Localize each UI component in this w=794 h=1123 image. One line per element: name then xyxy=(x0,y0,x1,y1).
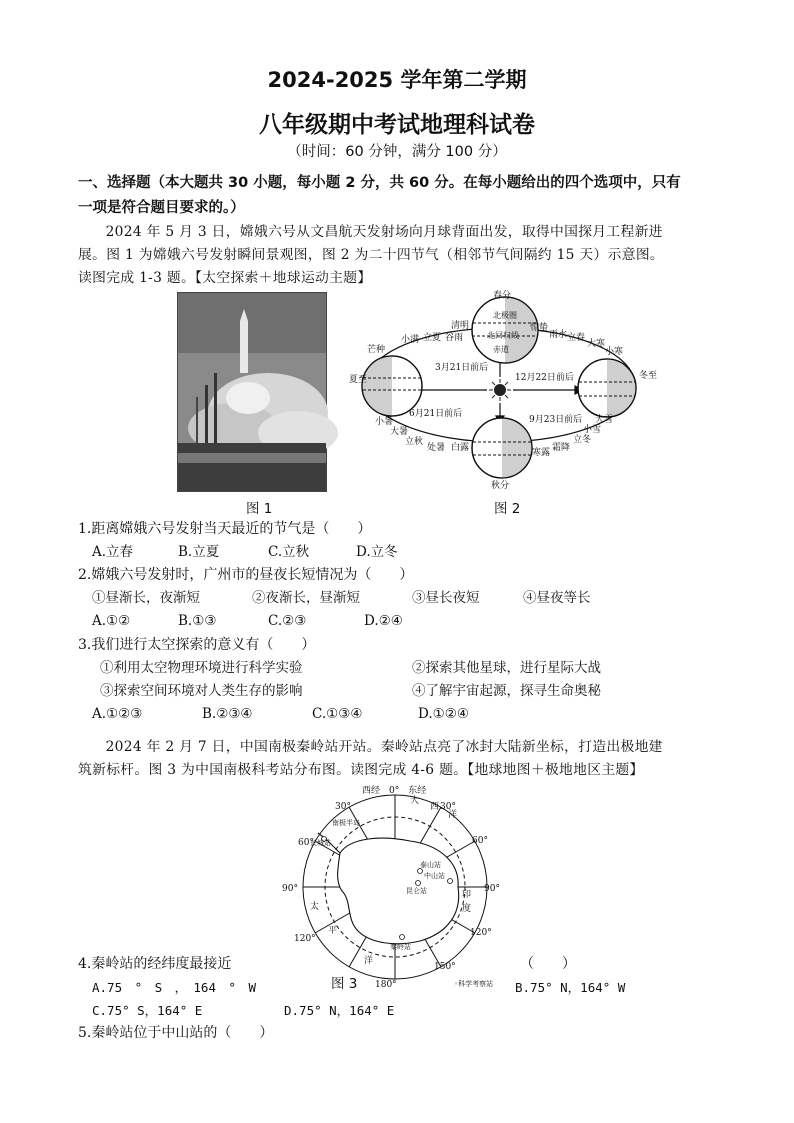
map-top-label: 西经 0° 东经 xyxy=(362,786,427,796)
label-north-circle: 北极圈 xyxy=(493,311,517,320)
term-shuangjiang: 霜降 xyxy=(552,443,571,453)
q2-item-4: ④昼夜等长 xyxy=(523,590,591,606)
station-kunlun-label: 昆仑站 xyxy=(406,887,427,895)
station-zhongshan-marker xyxy=(448,879,453,884)
q3-option-a[interactable]: A.①②③ xyxy=(92,706,143,722)
q4-option-b[interactable]: B.75° N，164° W xyxy=(515,980,626,995)
q2-option-c[interactable]: C.②③ xyxy=(268,613,307,629)
term-guyu: 谷雨 xyxy=(445,333,464,343)
date-march: 3月21日前后 xyxy=(435,363,489,373)
term-chunfen: 春分 xyxy=(493,291,512,301)
section-heading xyxy=(78,172,728,220)
term-xiaohan: 小寒 xyxy=(605,347,624,357)
lon-90w: 90° xyxy=(282,884,298,894)
term-yushui: 雨水 xyxy=(549,330,568,340)
intro-line: 2024 年 5 月 3 日，嫦娥六号从文昌航天发射场向月球背面出发，取得中国探月工程新进 xyxy=(105,224,663,240)
exam-title: 八年级期中考试地理科试卷 xyxy=(259,112,535,138)
q1-option-d[interactable]: D.立冬 xyxy=(356,544,398,560)
q2-item-1: ①昼渐长，夜渐短 xyxy=(92,590,200,606)
q3-item-2: ②探索其他星球，进行星际大战 xyxy=(412,660,601,676)
q1-option-c[interactable]: C.立秋 xyxy=(268,544,310,560)
q3-item-3: ③探索空间环境对人类生存的影响 xyxy=(100,683,303,699)
ocean-du: 度 xyxy=(462,904,472,914)
term-jingzhe: 惊蛰 xyxy=(530,323,549,333)
q4-option-a[interactable]: A.75 ° S ， 164 ° W xyxy=(92,980,257,995)
q3-item-4: ④了解宇宙起源，探寻生命奥秘 xyxy=(412,683,601,699)
station-zhongshan-label: 中山站 xyxy=(424,872,445,880)
intro-line: 读图完成 1-3 题。【太空探索＋地球运动主题】 xyxy=(78,270,372,286)
sun-icon xyxy=(494,384,506,396)
lon-60w: 60° xyxy=(298,838,314,848)
exam-term-title: 2024-2025 学年第二学期 xyxy=(267,68,527,92)
term-qingming: 清明 xyxy=(451,321,470,331)
term-qiufen: 秋分 xyxy=(491,481,510,491)
term-lichun: 立春 xyxy=(567,333,586,343)
q1-option-b[interactable]: B.立夏 xyxy=(178,544,220,560)
q3-option-d[interactable]: D.①②④ xyxy=(418,706,469,722)
q3-item-1: ①利用太空物理环境进行科学实验 xyxy=(100,660,303,676)
q2-item-3: ③昼长夜短 xyxy=(412,590,480,606)
lon-120e: 120° xyxy=(470,928,492,938)
rocket-launch-photo xyxy=(177,292,327,492)
question-4-stem: 4.秦岭站的经纬度最接近 xyxy=(78,956,232,972)
lon-180: 180° xyxy=(375,980,397,990)
date-december: 12月22日前后 xyxy=(515,373,574,383)
term-liqiu: 立秋 xyxy=(405,437,424,447)
term-xiaoxue: 小雪 xyxy=(583,425,602,435)
q4-option-d[interactable]: D.75° N，164° E xyxy=(284,1003,395,1018)
antarctica-landmass xyxy=(338,838,459,944)
lon-30e: 30° xyxy=(440,802,456,812)
section-heading-line: 一项是符合题目要求的。） xyxy=(78,200,245,216)
rocket-launch-illustration xyxy=(178,293,326,491)
intro-line: 筑新标杆。图 3 为中国南极科考站分布图。读图完成 4-6 题。【地球地图＋极地地区主题】 xyxy=(78,762,644,778)
ocean-yang: 洋 xyxy=(448,810,458,820)
date-september: 9月23日前后 xyxy=(529,415,583,425)
intro-paragraph-1 xyxy=(78,221,728,244)
q1-option-a[interactable]: A.立春 xyxy=(92,544,134,560)
question-1-stem: 1.距离嫦娥六号发射当天最近的节气是（ ） xyxy=(78,521,372,537)
station-kunlun-marker xyxy=(416,881,421,886)
lon-150e: 150° xyxy=(434,962,456,972)
q3-option-c[interactable]: C.①③④ xyxy=(312,706,363,722)
question-3-stem: 3.我们进行太空探索的意义有（ ） xyxy=(78,637,316,653)
term-xiaoman: 小满 xyxy=(401,335,420,345)
figure3-caption: 图 3 xyxy=(331,976,358,992)
ocean-da: 大 xyxy=(410,796,420,806)
q4-option-c[interactable]: C.75° S，164° E xyxy=(92,1003,203,1018)
earth-globe-autumn xyxy=(472,418,532,478)
q2-option-a[interactable]: A.①② xyxy=(92,613,131,629)
earth-globe-summer xyxy=(362,356,422,416)
ocean-tai: 太 xyxy=(310,902,320,912)
term-xiazhi: 夏至 xyxy=(349,375,368,385)
intro-line: 2024 年 2 月 7 日，中国南极秦岭站开站。秦岭站点亮了冰封大陆新坐标，打造出极地建 xyxy=(105,739,663,755)
intro-paragraph-2 xyxy=(78,736,728,759)
term-dongzhi: 冬至 xyxy=(639,371,658,381)
ocean-yang2: 洋 xyxy=(364,956,374,966)
figure2-caption: 图 2 xyxy=(494,501,521,517)
q2-item-2: ②夜渐长，昼渐短 xyxy=(252,590,360,606)
station-qinling-label: 秦岭站 xyxy=(390,943,411,951)
lon-120w: 120° xyxy=(294,934,316,944)
term-lixia: 立夏 xyxy=(423,333,442,343)
intro-paragraph-1-cont xyxy=(78,244,728,290)
ocean-xi: 西 xyxy=(430,802,440,812)
station-qinling-marker xyxy=(400,935,405,940)
section-heading-line: 一、选择题（本大题共 30 小题，每小题 2 分，共 60 分。在每小题给出的四个选项中，只有 xyxy=(78,175,681,191)
label-equator: 赤道 xyxy=(493,345,509,354)
lon-60e: 60° xyxy=(472,836,488,846)
intro-line: 展。图 1 为嫦娥六号发射瞬间景观图，图 2 为二十四节气（相邻节气间隔约 15 天）示意图。 xyxy=(78,247,665,263)
station-taishan-label: 泰山站 xyxy=(420,861,441,869)
lon-30w: 30° xyxy=(335,802,351,812)
term-chushu: 处暑 xyxy=(427,443,446,453)
station-taishan-marker xyxy=(418,869,423,874)
label-north-tropic: 北回归线 xyxy=(487,331,519,340)
q2-option-d[interactable]: D.②④ xyxy=(364,613,403,629)
question-5-stem: 5.秦岭站位于中山站的（ ） xyxy=(78,1025,274,1041)
station-changcheng-label: 长城站 xyxy=(310,839,331,847)
term-dahan: 大寒 xyxy=(587,339,606,349)
ocean-yin: 印 xyxy=(462,890,472,900)
term-dashu: 大暑 xyxy=(390,427,409,437)
term-lidong: 立冬 xyxy=(573,435,592,445)
question-2-stem: 2.嫦娥六号发射时，广州市的昼夜长短情况为（ ） xyxy=(78,567,414,583)
question-4-blank[interactable]: （ ） xyxy=(520,956,576,972)
solar-terms-diagram xyxy=(345,290,658,495)
figure1-caption: 图 1 xyxy=(246,501,273,517)
term-xiaoshu: 小暑 xyxy=(375,417,394,427)
exam-time-info: （时间：60 分钟，满分 100 分） xyxy=(287,144,507,160)
q2-option-b[interactable]: B.①③ xyxy=(178,613,217,629)
q3-option-b[interactable]: B.②③④ xyxy=(202,706,253,722)
term-daxue: 大雪 xyxy=(595,415,614,425)
ocean-ping: 平 xyxy=(328,926,338,936)
earth-globe-winter xyxy=(578,359,636,417)
label-peninsula: 南极半岛 xyxy=(332,819,360,827)
antarctica-station-map xyxy=(280,783,510,993)
intro-paragraph-2-cont xyxy=(78,759,728,782)
map-legend: ◦科学考察站 xyxy=(454,980,494,988)
lon-90e: 90° xyxy=(484,884,500,894)
term-hanlu: 寒露 xyxy=(532,448,551,458)
term-mangzhong: 芒种 xyxy=(367,345,386,355)
date-june: 6月21日前后 xyxy=(409,409,463,419)
term-bailu: 白露 xyxy=(451,443,470,453)
